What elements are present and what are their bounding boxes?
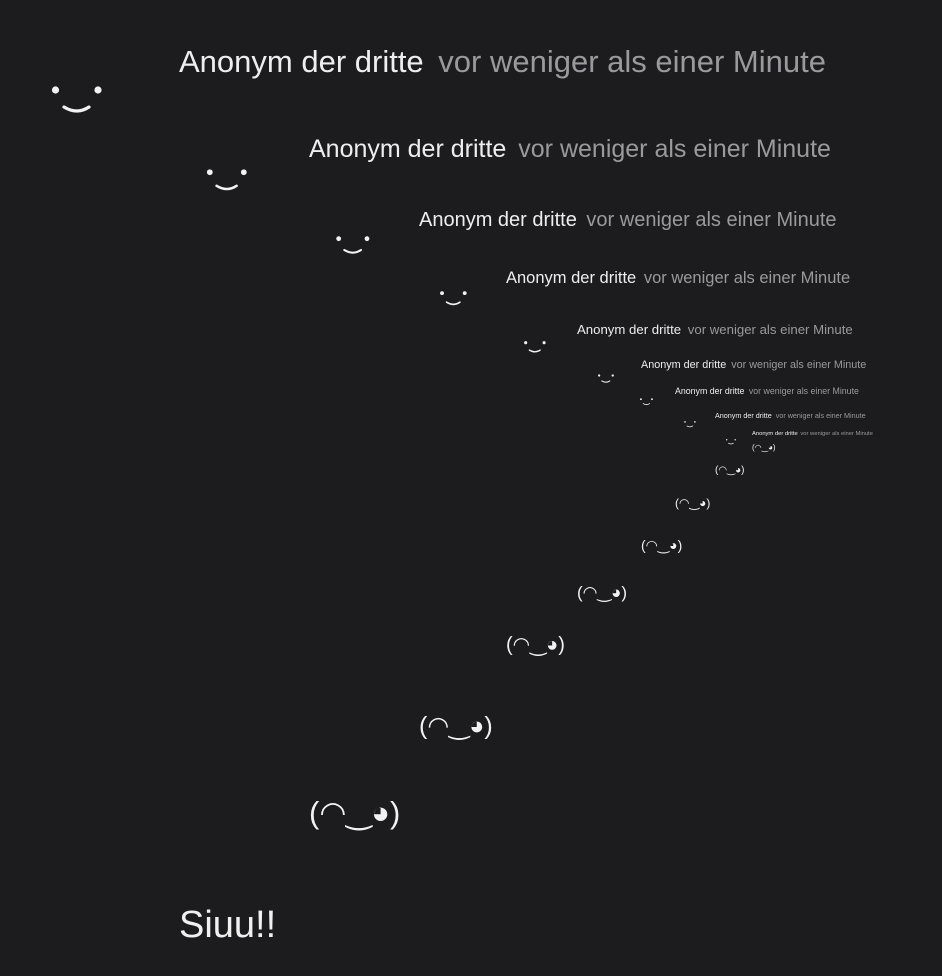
author-name[interactable]: Anonym der dritte xyxy=(752,431,798,437)
kaomoji-text: (◠‿◕) xyxy=(577,583,628,602)
smiley-face-icon xyxy=(684,421,696,428)
author-name[interactable]: Anonym der dritte xyxy=(309,135,507,163)
author-name[interactable]: Anonym der dritte xyxy=(419,209,577,231)
comment-header xyxy=(577,323,853,336)
kaomoji-text: (◠‿◕) xyxy=(506,634,565,656)
timestamp: vor weniger als einer Minute xyxy=(748,386,859,396)
comment-header xyxy=(419,210,837,230)
comment-header xyxy=(752,432,873,438)
timestamp: vor weniger als einer Minute xyxy=(800,431,873,437)
smiley-face-icon xyxy=(726,439,736,445)
comment-body-text: Siuu!! xyxy=(179,904,277,946)
comment-header xyxy=(675,387,859,396)
kaomoji-text: (◠‿◕) xyxy=(309,795,401,830)
comment-header xyxy=(506,270,850,287)
smiley-face-icon xyxy=(207,169,247,193)
comment-header xyxy=(309,137,831,162)
author-name[interactable]: Anonym der dritte xyxy=(179,44,424,79)
timestamp: vor weniger als einer Minute xyxy=(518,135,831,163)
comment-header xyxy=(179,46,826,77)
smiley-face-icon xyxy=(524,341,546,354)
kaomoji-text: (◠‿◕) xyxy=(752,443,776,452)
smiley-face-icon xyxy=(440,291,467,307)
comment-header xyxy=(715,412,866,419)
author-name[interactable]: Anonym der dritte xyxy=(715,411,772,420)
timestamp: vor weniger als einer Minute xyxy=(643,269,851,287)
comment-header xyxy=(641,360,866,371)
smiley-face-icon xyxy=(598,374,614,384)
smiley-face-icon xyxy=(640,398,653,406)
kaomoji-text: (◠‿◕) xyxy=(715,465,745,476)
kaomoji-text: (◠‿◕) xyxy=(641,537,683,553)
kaomoji-text: (◠‿◕) xyxy=(419,712,493,740)
timestamp: vor weniger als einer Minute xyxy=(687,322,853,337)
smiley-face-icon xyxy=(52,86,102,116)
timestamp: vor weniger als einer Minute xyxy=(775,411,866,420)
author-name[interactable]: Anonym der dritte xyxy=(641,359,727,371)
author-name[interactable]: Anonym der dritte xyxy=(675,386,745,396)
kaomoji-text: (◠‿◕) xyxy=(675,496,711,510)
timestamp: vor weniger als einer Minute xyxy=(731,359,867,371)
author-name[interactable]: Anonym der dritte xyxy=(506,269,637,287)
author-name[interactable]: Anonym der dritte xyxy=(577,322,682,337)
timestamp: vor weniger als einer Minute xyxy=(586,209,837,231)
smiley-face-icon xyxy=(336,236,370,256)
timestamp: vor weniger als einer Minute xyxy=(438,44,826,79)
